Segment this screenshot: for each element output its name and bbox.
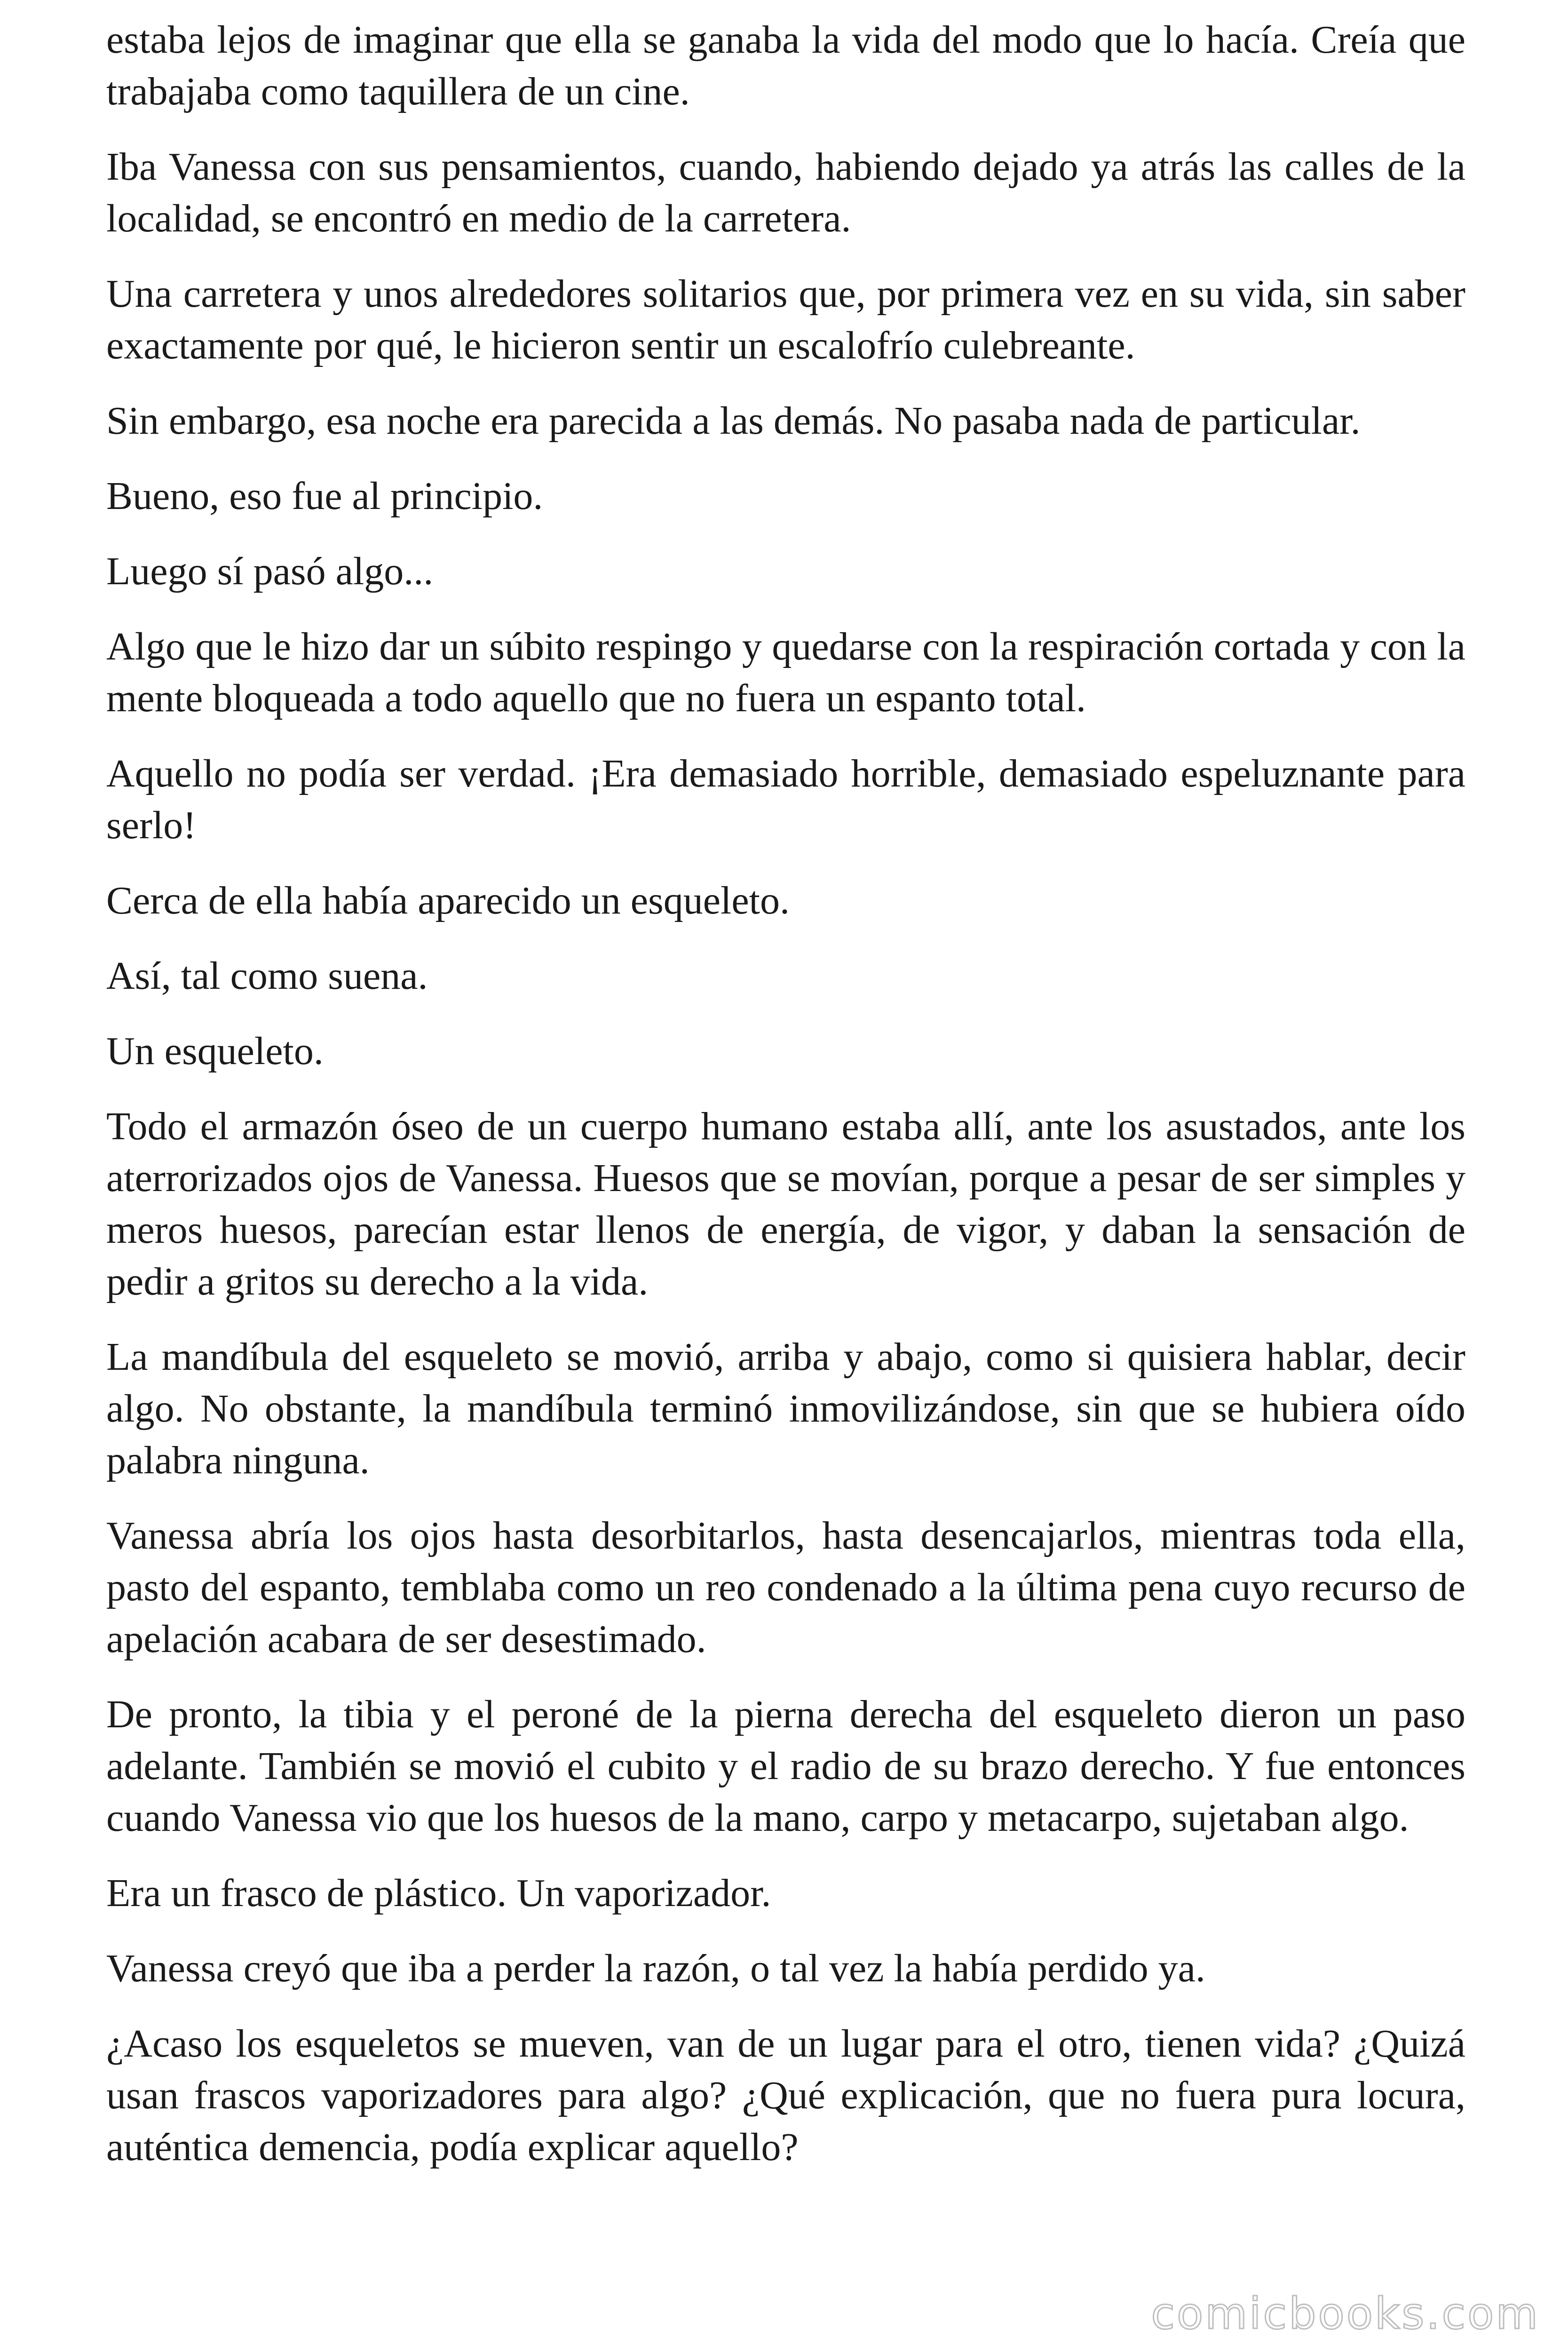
paragraph: Así, tal como suena. [106, 954, 428, 998]
book-page-text [106, 14, 1465, 2197]
paragraph: De pronto, la tibia y el peroné de la pierna derecha del esqueleto dieron un paso adelante. También se movió el cubito y el radio de su brazo derecho. Y fue entonces cuando Vanessa vio que los huesos de la mano, carpo y metacarpo, sujetaban algo. [106, 1692, 1465, 1840]
watermark-logo: comicbooks.com [1151, 2288, 1540, 2339]
paragraph: Una carretera y unos alrededores solitarios que, por primera vez en su vida, sin saber exactamente por qué, le hicieron sentir un escalofrío culebreante. [106, 272, 1465, 367]
paragraph: Todo el armazón óseo de un cuerpo humano estaba allí, ante los asustados, ante los aterrorizados ojos de Vanessa. Huesos que se movían, porque a pesar de ser simples y meros huesos, parecían estar llenos de energía, de vigor, y daban la sensación de pedir a gritos su derecho a la vida. [106, 1104, 1465, 1303]
paragraph: Bueno, eso fue al principio. [106, 474, 543, 518]
paragraph: La mandíbula del esqueleto se movió, arriba y abajo, como si quisiera hablar, decir algo. No obstante, la mandíbula terminó inmovilizándose, sin que se hubiera oído palabra ninguna. [106, 1335, 1465, 1482]
paragraph: Sin embargo, esa noche era parecida a las demás. No pasaba nada de particular. [106, 399, 1361, 443]
paragraph: estaba lejos de imaginar que ella se ganaba la vida del modo que lo hacía. Creía que trabajaba como taquillera de un cine. [106, 18, 1465, 113]
paragraph: Luego sí pasó algo... [106, 549, 434, 593]
paragraph: Un esqueleto. [106, 1029, 324, 1073]
paragraph: Vanessa abría los ojos hasta desorbitarlos, hasta desencajarlos, mientras toda ella, pasto del espanto, temblaba como un reo condenado a la última pena cuyo recurso de apelación acabara de ser desestimado. [106, 1514, 1465, 1661]
paragraph: ¿Acaso los esqueletos se mueven, van de un lugar para el otro, tienen vida? ¿Quizá usan frascos vaporizadores para algo? ¿Qué explicación, que no fuera pura locura, auténtica demencia, podía explicar aquello? [106, 2022, 1465, 2169]
paragraph: Vanessa creyó que iba a perder la razón, o tal vez la había perdido ya. [106, 1947, 1205, 1990]
paragraph: Era un frasco de plástico. Un vaporizador. [106, 1871, 771, 1915]
paragraph: Cerca de ella había aparecido un esqueleto. [106, 879, 790, 922]
paragraph: Algo que le hizo dar un súbito respingo y quedarse con la respiración cortada y con la mente bloqueada a todo aquello que no fuera un espanto total. [106, 625, 1465, 720]
paragraph: Aquello no podía ser verdad. ¡Era demasiado horrible, demasiado espeluznante para serlo! [106, 752, 1465, 847]
paragraph: Iba Vanessa con sus pensamientos, cuando, habiendo dejado ya atrás las calles de la localidad, se encontró en medio de la carretera. [106, 145, 1465, 240]
